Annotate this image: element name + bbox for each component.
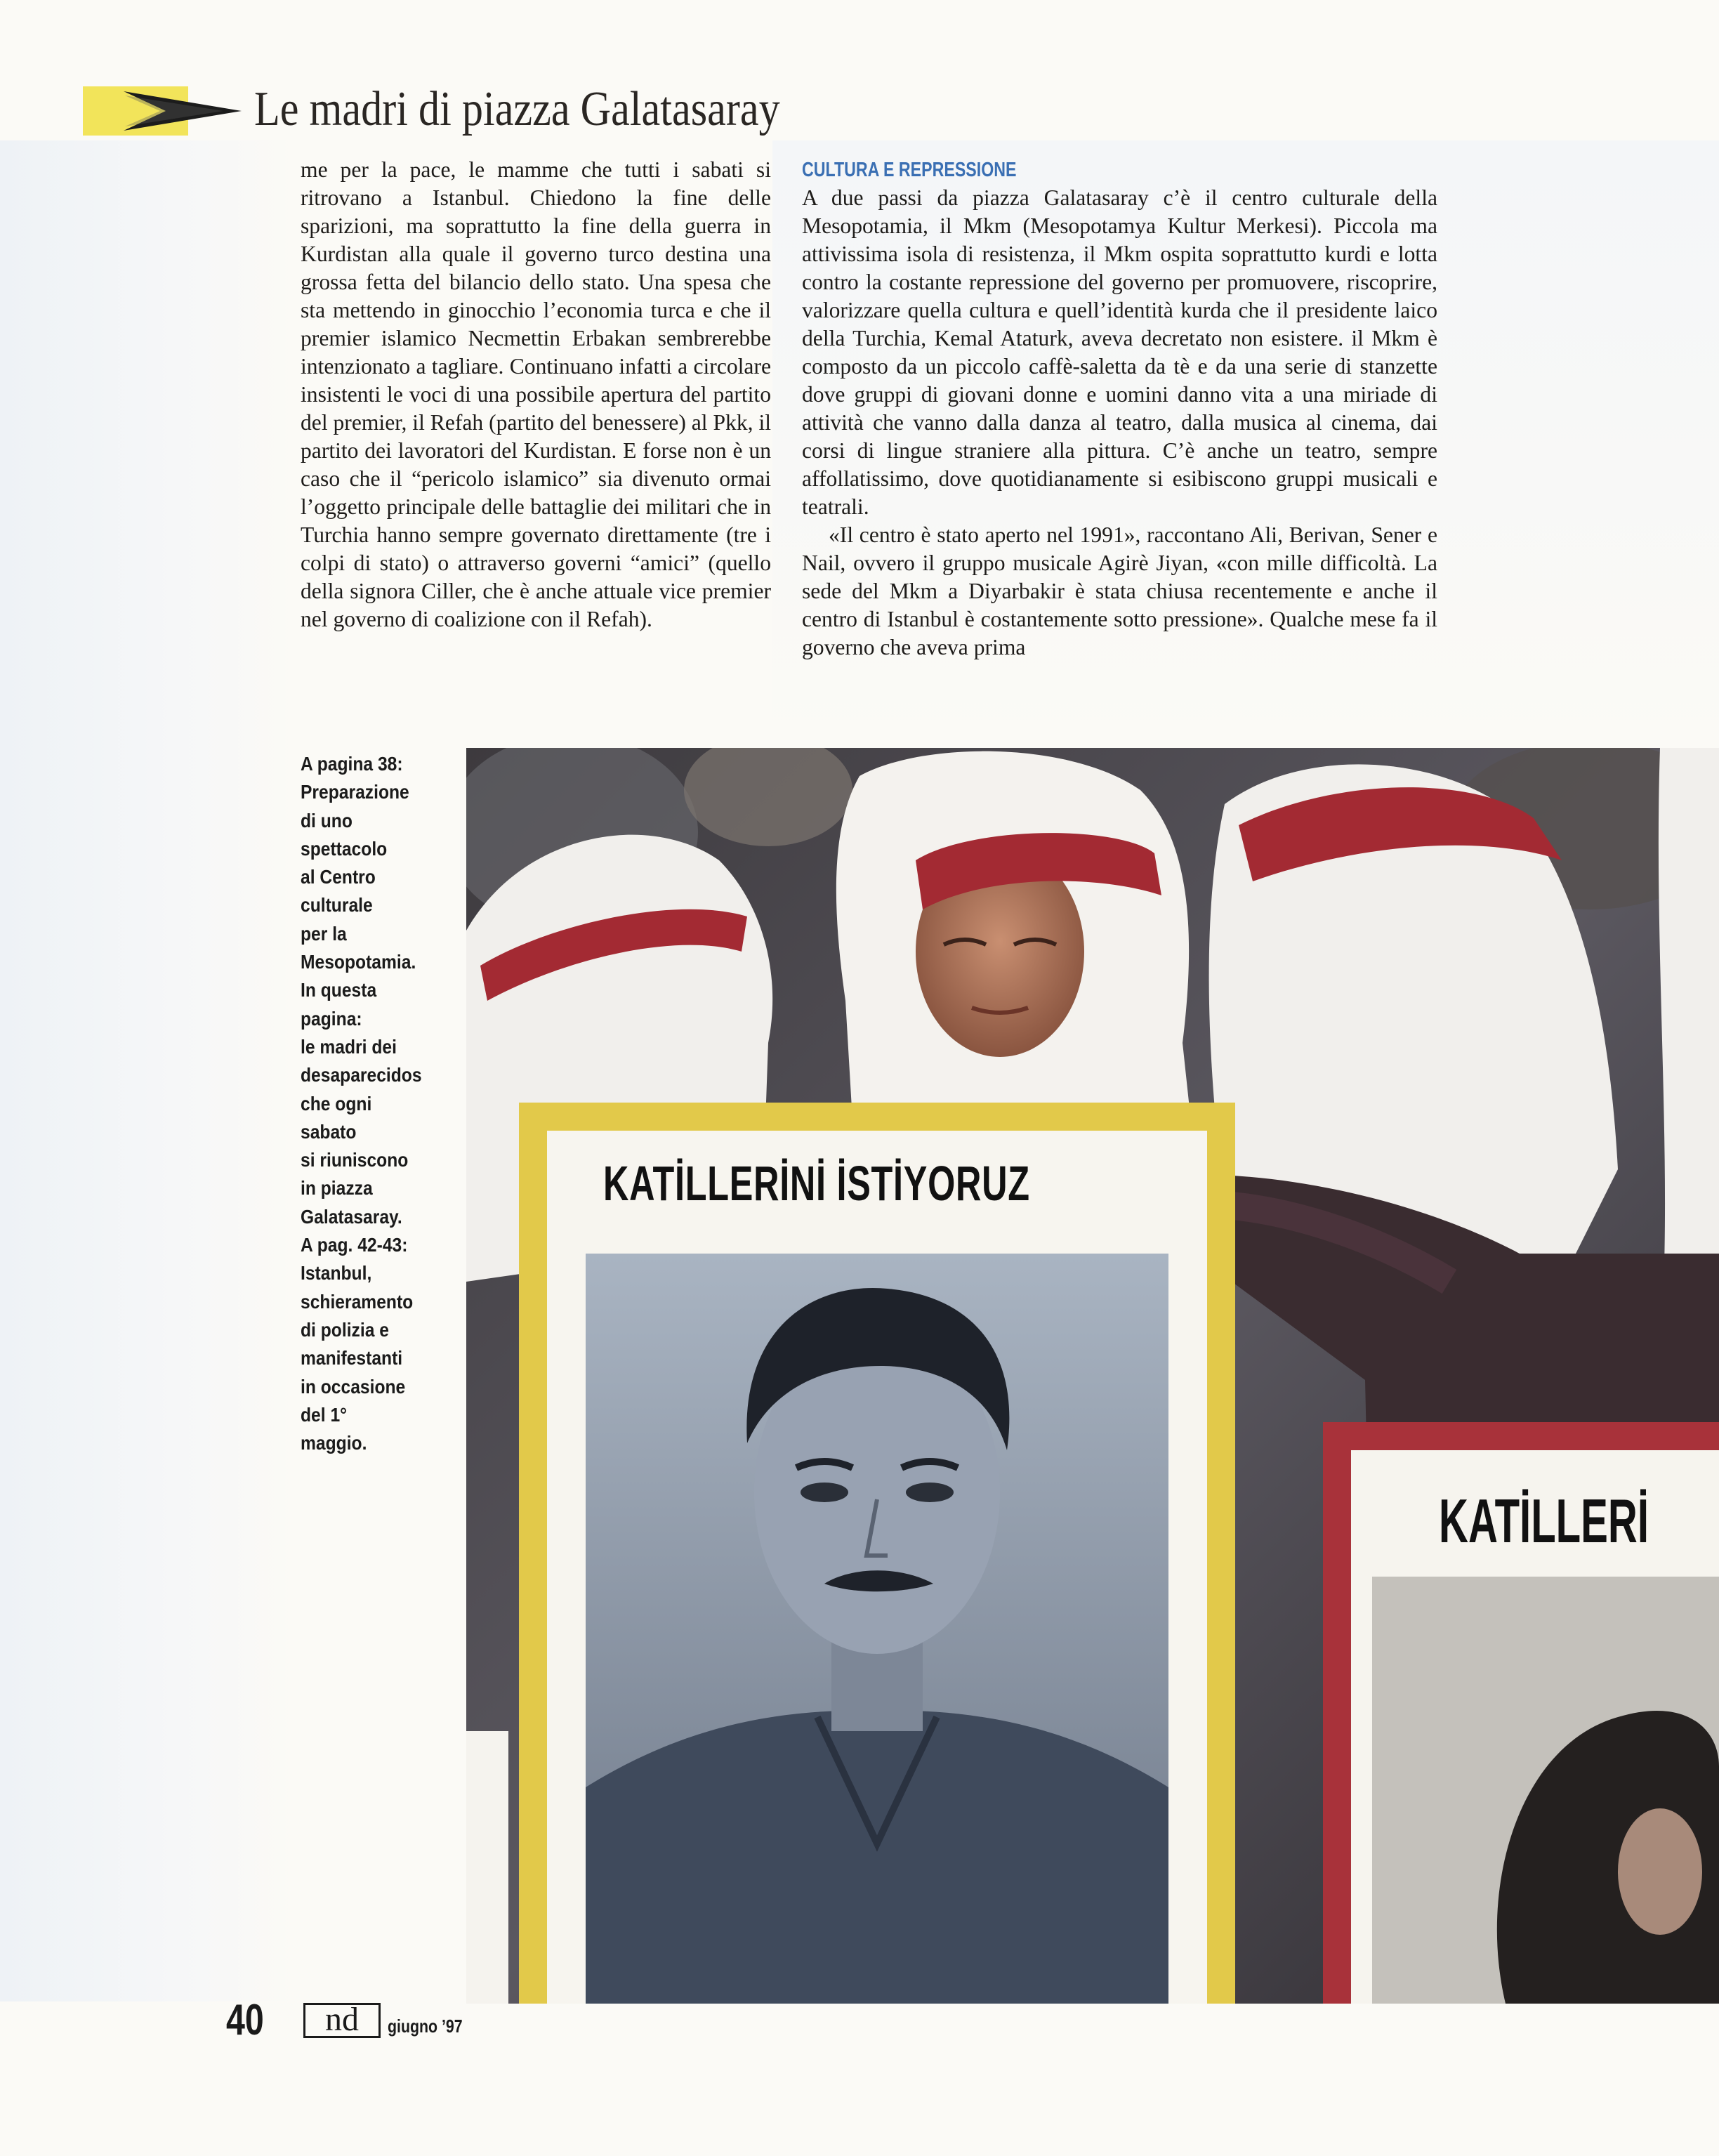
paragraph: A due passi da piazza Galatasaray c’è il centro culturale della Mesopotamia, il Mkm (Mesopotamya Kultur Merkesi). Piccola ma attivissima isola di resistenza, il Mkm ospita soprattutto kurdi e lotta contro la costante repressione del governo per promuovere, riscoprire, valorizzare quella cultura e quell’identità kurda che il presidente laico della Turchia, Kemal Ataturk, aveva decretato non esistere. il Mkm è composto da un piccolo caffè-saletta da tè e da una serie di stanzette dove gruppi di giovani donne e uomini danno vita a una miriade di attività che vanno dalla danza al teatro, dalla musica al cinema, dai corsi di lingue straniere alla pittura. C’è anche un teatro, sempre affollatissimo, dove quotidianamente si esibiscono gruppi musicali e teatrali. <box>802 185 1437 519</box>
caption-line: A pagina 38: <box>301 753 403 775</box>
caption-line: in occasione <box>301 1375 406 1398</box>
article-headline: Le madri di piazza Galatasaray <box>254 82 780 136</box>
issue-date: giugno ’97 <box>388 2016 463 2037</box>
section-kicker: CULTURA E REPRESSIONE <box>802 159 1017 181</box>
caption-line: desaparecidos <box>301 1064 422 1086</box>
caption-line: le madri dei <box>301 1035 397 1058</box>
caption-line: Mesopotamia. <box>301 951 416 973</box>
caption-line: Galatasaray. <box>301 1205 402 1228</box>
caption-line: che ogni <box>301 1092 372 1115</box>
headline-arrow-icon <box>83 76 244 146</box>
caption-line: manifestanti <box>301 1347 403 1369</box>
caption-line: In questa <box>301 979 377 1001</box>
caption-line: di uno <box>301 809 353 831</box>
photo-caption <box>301 750 449 1457</box>
caption-line: maggio. <box>301 1432 367 1454</box>
protest-photo-illustration <box>466 748 1719 2004</box>
sign-slogan-main: KATİLLERİNİ İSTİYORUZ <box>603 1156 1030 1211</box>
sign-slogan-partial: KATİLLERİ <box>1439 1486 1649 1556</box>
caption-line: pagina: <box>301 1007 362 1030</box>
caption-line: di polizia e <box>301 1318 389 1341</box>
caption-line: A pag. 42-43: <box>301 1234 408 1256</box>
caption-line: sabato <box>301 1120 357 1143</box>
caption-line: spettacolo <box>301 837 388 860</box>
protest-photo <box>466 748 1719 2004</box>
page-number: 40 <box>226 1996 264 2044</box>
paragraph: «Il centro è stato aperto nel 1991», raccontano Ali, Berivan, Sener e Nail, ovvero il gruppo musicale Agirè Jiyan, «con mille difficoltà. La sede del Mkm a Diyarbakir è stata chiusa recentemente e anche il centro di Istanbul è costantemente sotto pressione». Qualche mese fa il governo che aveva prima <box>802 522 1437 659</box>
caption-line: schieramento <box>301 1290 414 1313</box>
article-left-column <box>301 156 771 633</box>
caption-line: del 1° <box>301 1403 348 1426</box>
caption-line: Istanbul, <box>301 1262 372 1284</box>
caption-line: per la <box>301 922 347 945</box>
caption-line: si riuniscono <box>301 1149 409 1171</box>
magazine-logo: nd <box>303 2003 381 2038</box>
article-right-column <box>802 156 1437 662</box>
caption-line: Preparazione <box>301 781 409 803</box>
paragraph: me per la pace, le mamme che tutti i sabati si ritrovano a Istanbul. Chiedono la fine delle sparizioni, ma soprattutto la fine della guerra in Kurdistan alla quale il governo turco destina una grossa fetta del bilancio dello stato. Una spesa che sta mettendo in ginocchio l’economia turca e che il premier islamico Necmettin Erbakan sembrerebbe intenzionato a tagliare. Continuano infatti a circolare insistenti le voci di una possibile apertura del partito del premier, il Refah (partito del benessere) al Pkk, il partito dei lavoratori del Kurdistan. E forse non è un caso che il “pericolo islamico” sia divenuto ormai l’oggetto principale delle battaglie dei militari che in Turchia hanno sempre governato direttamente (tre i colpi di stato) o attraverso governi “amici” (quello della signora Ciller, che è anche attuale vice premier nel governo di coalizione con il Refah). <box>301 157 771 631</box>
caption-line: al Centro <box>301 866 376 888</box>
caption-line: culturale <box>301 894 373 916</box>
page-margin-tint <box>0 140 295 2001</box>
caption-line: in piazza <box>301 1177 373 1199</box>
